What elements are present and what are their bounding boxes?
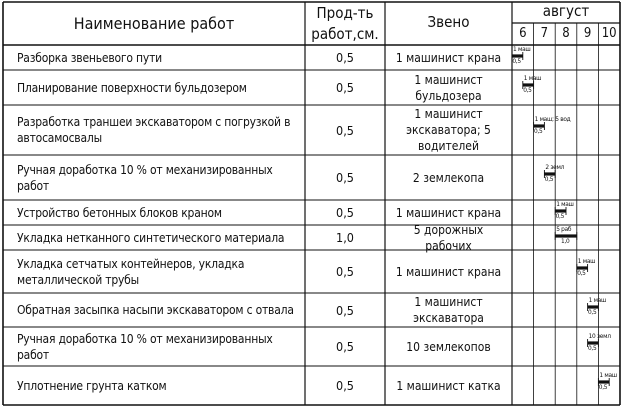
- gantt-bar-duration-label: 0,5: [588, 344, 597, 352]
- row-work-name: Планирование поверхности бульдозером: [17, 80, 247, 95]
- row-crew: 5 дорожных рабочих: [413, 222, 484, 253]
- row-work-name: Разработка траншеи экскаватором с погрузкой в автосамосвалы: [17, 115, 291, 145]
- gantt-bar-duration-label: 0,5: [588, 308, 597, 316]
- row-duration: 0,5: [336, 50, 354, 65]
- gantt-bar-duration-label: 0,5: [598, 383, 608, 391]
- gantt-bar-duration-label: 0,5: [534, 127, 543, 135]
- day-header: 9: [583, 26, 592, 41]
- gantt-bar-duration-label: 0,5: [512, 57, 521, 65]
- gantt-bar-crew-label: 2 земл: [545, 163, 565, 171]
- gantt-bar-crew-label: 1 маш: [513, 45, 531, 53]
- row-crew: 1 машинист экскаватора; 5 водителей: [406, 107, 491, 153]
- row-crew: 1 машинист катка: [396, 378, 501, 393]
- row-work-name: Укладка нетканного синтетического материала: [17, 230, 285, 245]
- row-crew: 1 машинист бульдозера: [414, 72, 483, 103]
- row-duration: 0,5: [336, 339, 354, 354]
- gantt-bar-crew-label: 1 маш: [588, 296, 607, 304]
- row-crew: 1 машинист крана: [395, 264, 502, 279]
- row-work-name: Ручная доработка 10 % от механизированных работ: [17, 162, 273, 193]
- row-work-name: Укладка сетчатых контейнеров, укладка металлической трубы: [17, 256, 245, 287]
- gantt-bar-duration-label: 0,5: [577, 269, 586, 277]
- row-work-name: Ручная доработка 10 % от механизированных работ: [17, 331, 273, 362]
- row-crew: 1 машинист крана: [395, 205, 502, 220]
- row-work-name: Обратная засыпка насыпи экскаватором с отвала: [17, 303, 294, 317]
- day-header: 8: [562, 26, 570, 41]
- row-work-name: Уплотнение грунта катком: [17, 378, 167, 393]
- gantt-bar-duration-label: 0,5: [544, 175, 554, 183]
- gantt-bar-crew-label: 5 раб: [556, 225, 572, 233]
- day-header: 7: [540, 26, 549, 41]
- row-duration: 1,0: [336, 230, 354, 245]
- row-crew: 10 землекопов: [406, 339, 491, 354]
- day-header: 6: [519, 26, 527, 41]
- row-work-name: Разборка звеньевого пути: [17, 50, 162, 65]
- row-crew: 2 землекопа: [412, 170, 485, 185]
- row-duration: 0,5: [336, 264, 354, 279]
- row-duration: 0,5: [336, 170, 354, 185]
- gantt-bar-crew-label: 1 маш; 5 вод: [534, 115, 571, 123]
- row-crew: 1 машинист крана: [395, 50, 502, 65]
- gantt-bar-crew-label: 1 маш: [577, 257, 596, 265]
- gantt-bar-duration-label: 1,0: [561, 237, 570, 245]
- gantt-bar-crew-label: 1 маш: [523, 74, 542, 82]
- row-work-name: Устройство бетонных блоков краном: [17, 205, 222, 220]
- header-productivity-line1: Прод-ть: [316, 4, 374, 22]
- row-duration: 0,5: [336, 205, 354, 220]
- header-productivity-line2: работ,см.: [311, 25, 379, 43]
- header-crew: Звено: [427, 13, 470, 31]
- header-work-name: Наименование работ: [73, 14, 235, 33]
- row-duration: 0,5: [336, 378, 354, 393]
- row-duration: 0,5: [336, 302, 354, 318]
- day-header: 10: [601, 26, 617, 41]
- gantt-bar-crew-label: 10 земл: [588, 332, 611, 340]
- gantt-bar-duration-label: 0,5: [555, 212, 564, 220]
- header-month: август: [542, 2, 590, 20]
- gantt-bar-crew-label: 1 маш: [599, 371, 617, 379]
- row-duration: 0,5: [336, 80, 354, 95]
- row-crew: 1 машинист экскаватора: [413, 295, 484, 325]
- gantt-bar-crew-label: 1 маш: [556, 200, 574, 208]
- gantt-bar-duration-label: 0,5: [523, 86, 532, 94]
- row-duration: 0,5: [336, 122, 354, 138]
